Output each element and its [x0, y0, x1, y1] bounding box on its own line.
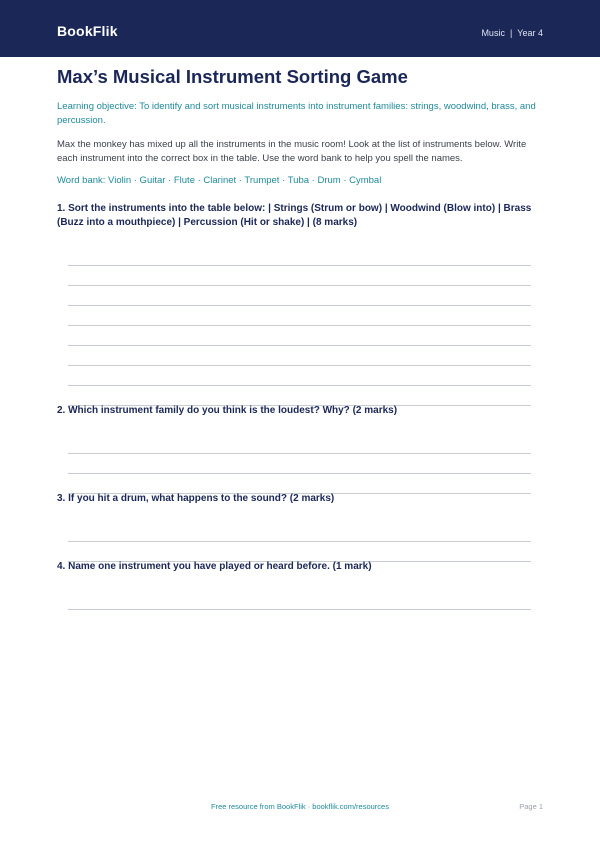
page-number: Page 1	[519, 802, 543, 811]
answer-line[interactable]	[68, 385, 531, 386]
page-title: Max’s Musical Instrument Sorting Game	[57, 66, 408, 87]
intro-text: Max the monkey has mixed up all the instruments in the music room! Look at the list of instruments below. Write each instrument into the correct box in the table. Use the word bank to help you spell the names.	[57, 139, 527, 164]
worksheet-intro	[57, 66, 543, 187]
answer-line[interactable]	[68, 541, 531, 542]
question-2: 2. Which instrument family do you think is the loudest? Why? (2 marks)	[57, 405, 398, 416]
answer-line[interactable]	[68, 345, 531, 346]
question-3: 3. If you hit a drum, what happens to the sound? (2 marks)	[57, 493, 335, 504]
year-label: Year 4	[517, 28, 543, 38]
question-1: 1. Sort the instruments into the table below: | Strings (Strum or bow) | Woodwind (Blow into) | Brass (Buzz into a mouthpiece) | Percussion (Hit or shake) | (8 marks)	[57, 203, 532, 228]
learning-objective: Learning objective: To identify and sort musical instruments into instrument families: strings, woodwind, brass, and percussion.	[57, 101, 536, 126]
subject-label: Music	[481, 28, 505, 38]
answer-line[interactable]	[68, 453, 531, 454]
answer-line[interactable]	[68, 325, 531, 326]
answer-line[interactable]	[68, 365, 531, 366]
question-4: 4. Name one instrument you have played or heard before. (1 mark)	[57, 561, 372, 572]
page-header	[0, 0, 600, 57]
brand-logo[interactable]: BookFlik	[57, 23, 118, 39]
answer-line[interactable]	[68, 285, 531, 286]
meta-separator: |	[509, 28, 513, 38]
answer-line[interactable]	[68, 265, 531, 266]
footer-text[interactable]: Free resource from BookFlik · bookflik.com/resources	[211, 802, 389, 811]
answer-line[interactable]	[68, 473, 531, 474]
header-meta	[481, 28, 543, 38]
answer-line[interactable]	[68, 305, 531, 306]
word-bank: Word bank: Violin · Guitar · Flute · Clarinet · Trumpet · Tuba · Drum · Cymbal	[57, 175, 382, 186]
answer-line[interactable]	[68, 609, 531, 610]
